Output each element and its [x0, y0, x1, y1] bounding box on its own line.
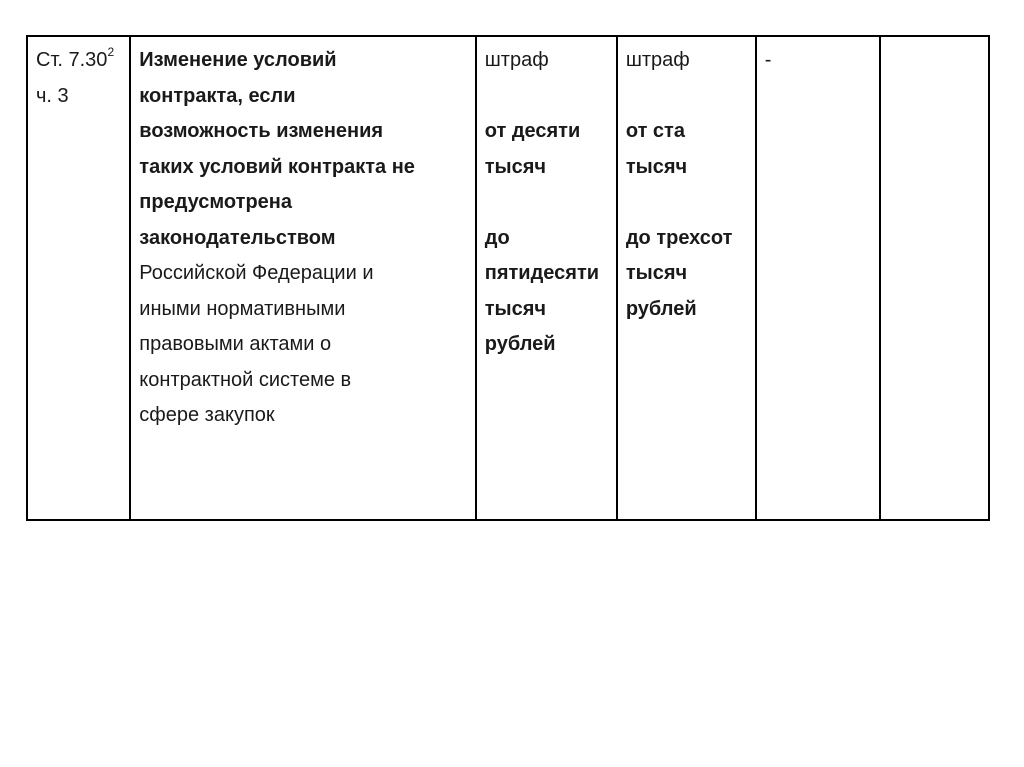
- fine-from-line: от десяти: [484, 120, 581, 142]
- fine-to-line: тысяч: [484, 297, 547, 320]
- offense-line: контракта, если: [139, 84, 296, 107]
- fine-from-line: от ста: [625, 120, 685, 142]
- fine-from-line: тысяч: [625, 155, 688, 178]
- fine-to-line: рублей: [625, 297, 697, 320]
- offense-description-cell: [130, 36, 475, 520]
- fine-from-line: тысяч: [484, 155, 547, 178]
- fine-to-line: до трехсот: [625, 226, 733, 249]
- spacer: [485, 79, 608, 115]
- offense-line: иными нормативными: [139, 297, 346, 320]
- fine-to-line: до: [484, 226, 510, 249]
- spacer: [485, 185, 608, 221]
- penalty-table: [26, 35, 990, 521]
- fine-label: штраф: [484, 49, 549, 71]
- spacer: [626, 79, 747, 115]
- fine-to-line: тысяч: [625, 262, 688, 284]
- fine-to-line: рублей: [484, 333, 556, 355]
- fine-label: штраф: [625, 49, 690, 71]
- fine-officials-cell: [476, 36, 617, 520]
- offense-line: сфере закупок: [139, 404, 275, 426]
- table-row: [27, 36, 989, 520]
- offense-line: контрактной системе в: [139, 368, 352, 391]
- offense-line: правовыми актами о: [139, 333, 332, 355]
- offense-line: законодательством: [139, 226, 336, 249]
- fine-to-line: пятидесяти: [484, 262, 600, 284]
- article-superscript: 2: [107, 45, 115, 60]
- spacer: [626, 185, 747, 221]
- fine-entities-cell: [617, 36, 756, 520]
- offense-line: Изменение условий: [139, 49, 337, 71]
- empty-cell: [880, 36, 989, 520]
- offense-line: возможность изменения: [139, 120, 384, 142]
- dash-value: -: [764, 49, 772, 71]
- offense-line: предусмотрена: [139, 191, 292, 213]
- article-cell: [27, 36, 130, 520]
- article-number: Ст. 7.30$^2$: [36, 45, 115, 71]
- offense-line: Российской Федерации и: [139, 262, 374, 284]
- article-part: ч. 3: [36, 84, 69, 107]
- other-penalty-cell: [756, 36, 880, 520]
- offense-line: таких условий контракта не: [139, 155, 415, 178]
